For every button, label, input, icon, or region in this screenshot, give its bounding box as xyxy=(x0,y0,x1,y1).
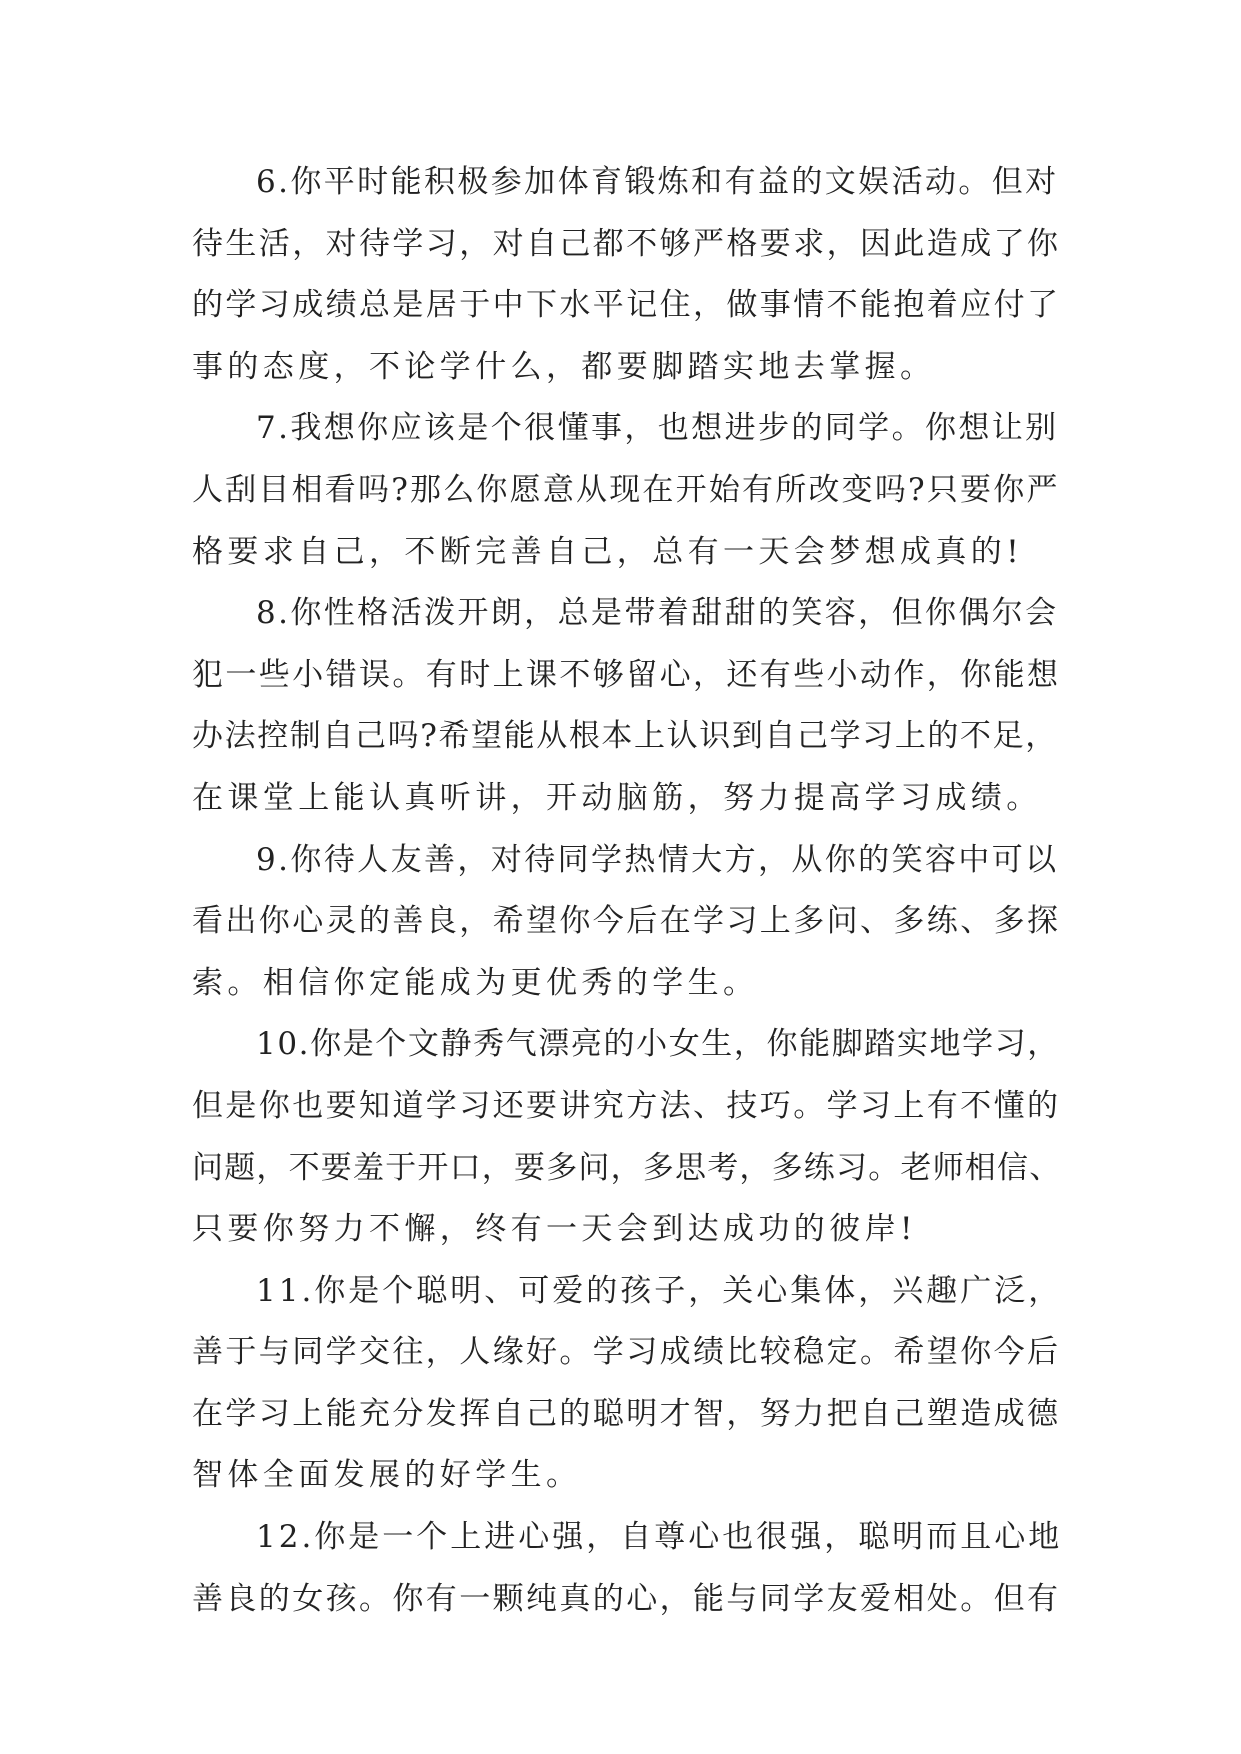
text-line: 的学习成绩总是居于中下水平记住，做事情不能抱着应付了 xyxy=(192,287,1061,324)
text-line: 8.你性格活泼开朗，总是带着甜甜的笑容，但你偶尔会 xyxy=(256,595,1059,632)
text-line: 待生活，对待学习，对自己都不够严格要求，因此造成了你 xyxy=(192,225,1061,262)
text-line: 问题，不要羞于开口，要多问，多思考，多练习。老师相信、 xyxy=(192,1149,1062,1186)
text-line: 10.你是个文静秀气漂亮的小女生，你能脚踏实地学习， xyxy=(256,1026,1060,1063)
text-line: 索。相信你定能成为更优秀的学生。 xyxy=(192,964,759,1001)
text-line: 7.我想你应该是个很懂事，也想进步的同学。你想让别 xyxy=(256,410,1059,447)
text-line: 看出你心灵的善良，希望你今后在学习上多问、多练、多探 xyxy=(192,903,1061,940)
text-line: 9.你待人友善，对待同学热情大方，从你的笑容中可以 xyxy=(256,841,1059,878)
text-line: 12.你是一个上进心强，自尊心也很强，聪明而且心地 xyxy=(256,1519,1063,1556)
text-line: 在课堂上能认真听讲，开动脑筋，努力提高学习成绩。 xyxy=(192,779,1042,816)
comment-paragraph-12 xyxy=(192,1507,1062,1630)
text-line: 格要求自己，不断完善自己，总有一天会梦想成真的! xyxy=(192,533,1024,570)
document-body xyxy=(192,152,1062,1630)
text-line: 6.你平时能积极参加体育锻炼和有益的文娱活动。但对 xyxy=(256,164,1059,200)
text-line: 办法控制自己吗?希望能从根本上认识到自己学习上的不足， xyxy=(192,718,1058,755)
text-line: 善良的女孩。你有一颗纯真的心，能与同学友爱相处。但有 xyxy=(192,1580,1061,1617)
text-line: 在学习上能充分发挥自己的聪明才智，努力把自己塑造成德 xyxy=(192,1395,1061,1432)
text-line: 智体全面发展的好学生。 xyxy=(192,1457,582,1494)
text-line: 善于与同学交往，人缘好。学习成绩比较稳定。希望你今后 xyxy=(192,1334,1061,1371)
text-line: 事的态度，不论学什么，都要脚踏实地去掌握。 xyxy=(192,348,936,385)
text-line: 只要你努力不懈，终有一天会到达成功的彼岸! xyxy=(192,1211,917,1248)
comment-paragraph-8 xyxy=(192,583,1062,829)
text-line: 但是你也要知道学习还要讲究方法、技巧。学习上有不懂的 xyxy=(192,1087,1061,1124)
comment-paragraph-6 xyxy=(192,152,1062,398)
comment-paragraph-10 xyxy=(192,1014,1062,1260)
text-line: 人刮目相看吗?那么你愿意从现在开始有所改变吗?只要你严 xyxy=(192,471,1060,508)
text-line: 11.你是个聪明、可爱的孩子，关心集体，兴趣广泛， xyxy=(256,1272,1063,1309)
text-line: 犯一些小错误。有时上课不够留心，还有些小动作，你能想 xyxy=(192,656,1061,693)
comment-paragraph-9 xyxy=(192,830,1062,1015)
comment-paragraph-11 xyxy=(192,1261,1062,1507)
comment-paragraph-7 xyxy=(192,398,1062,583)
